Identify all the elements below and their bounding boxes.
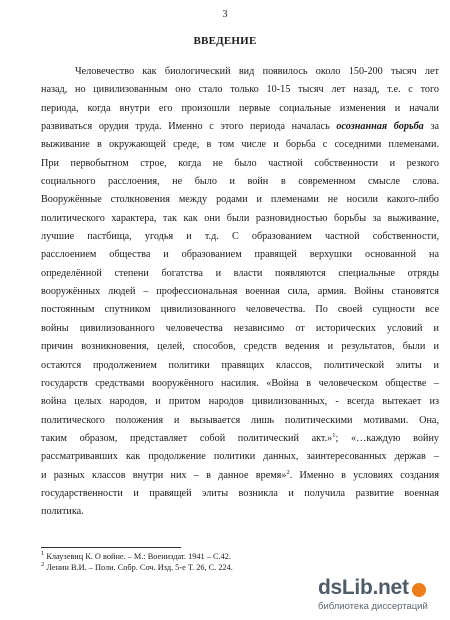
text-line: таким образом, представляет собой политический акт.»$^1$; «…каждую войну xyxy=(41,431,440,444)
footnotes xyxy=(41,551,341,573)
footnote-divider xyxy=(41,547,181,548)
orange-dot-icon xyxy=(412,583,426,597)
text-line: рассматривавших как продолжение политики данных, заинтересованных держав – xyxy=(41,451,439,463)
footnote-mark: 2 xyxy=(41,561,45,568)
text-line: При первобытном строе, когда не было частной собственности и резкого xyxy=(41,157,439,169)
footnote-text: Клаузевиц К. О войне. – М.: Воениздат. 1941 – С.42. xyxy=(46,552,231,561)
emphasis-text: осознанная борьба xyxy=(336,121,424,133)
text-line: лучшие пастбища, угодья и т.д. С образованием частной собственности, xyxy=(41,231,439,243)
page-number: 3 xyxy=(222,9,228,20)
text-line: политика. xyxy=(41,506,84,518)
text-line: и разных классов внутри них – в данное время»$^2$. Именно в условиях создания xyxy=(41,468,440,481)
text-line: Человечество как биологический вид появилось около 150-200 тысяч лет xyxy=(75,66,439,77)
text-line: войны цивилизованного человечества независимо от исторических условий и xyxy=(41,322,439,334)
text-line: причин возникновения, целей, способов, средств ведения и результатов, были и xyxy=(41,341,439,353)
footnote-text: Ленин В.И. – Поли. Собр. Соч. Изд. 5-е Т. 26, С. 224. xyxy=(46,563,233,572)
footnote-ref: 2 xyxy=(286,468,290,476)
footnote-mark: 1 xyxy=(41,550,45,557)
watermark-subtitle: библиотека диссертаций xyxy=(318,601,428,612)
text-line: социального расслоения, не было и войн в современном смысле слова. xyxy=(41,176,439,188)
text-line: выживание в окружающей среде, в том числе и борьба с соседними племенами. xyxy=(41,139,439,151)
text-line: Вооружённые столкновения между родами и племенами не носили какого-либо xyxy=(41,194,439,206)
section-heading: ВВЕДЕНИЕ xyxy=(193,35,257,47)
footnote xyxy=(41,551,341,562)
text-line: расслоением общества и образованием правящей верхушки основанной на xyxy=(41,249,439,261)
footnote-ref: 1 xyxy=(332,431,336,439)
text-line: назад, но цивилизованным оно стало только 10-15 тысяч лет назад, т.е. с того xyxy=(41,84,439,96)
text-line: остаются продолжением политики правящих классов, политической элиты и xyxy=(41,359,439,371)
dslib-watermark xyxy=(318,576,444,612)
watermark-logo xyxy=(318,576,444,600)
text-line: война целых народов, и притом народов цивилизованных, - всегда вытекает из xyxy=(41,396,439,408)
text-line: политического положения и вызывается лишь политическими мотивами. Она, xyxy=(41,414,439,426)
text-line: вооружённых людей – профессиональная военная сила, армия. Войны становятся xyxy=(41,286,439,298)
watermark-name: dsLib.net xyxy=(318,576,409,599)
text-line: определённой степени богатства и власти появляются специальные отряды xyxy=(41,267,439,279)
text-line: политического характера, так как они были разновидностью борьбы за выживание, xyxy=(41,212,439,224)
body-text xyxy=(41,63,439,522)
text-line: развиваться орудия труда. Именно с этого периода началась осознанная борьба за xyxy=(41,121,440,133)
text-line: государственности и правящей элиты возникла и получила развитие военная xyxy=(41,487,439,499)
text-line: государств средствами вооружённого насилия. «Война в человеческом обществе – xyxy=(41,377,439,389)
text-line: постоянным спутником цивилизованного человечества. По своей сущности все xyxy=(41,304,439,316)
text-line: периода, когда внутри его произошли первые социальные изменения и начали xyxy=(41,102,439,114)
footnote xyxy=(41,562,341,573)
